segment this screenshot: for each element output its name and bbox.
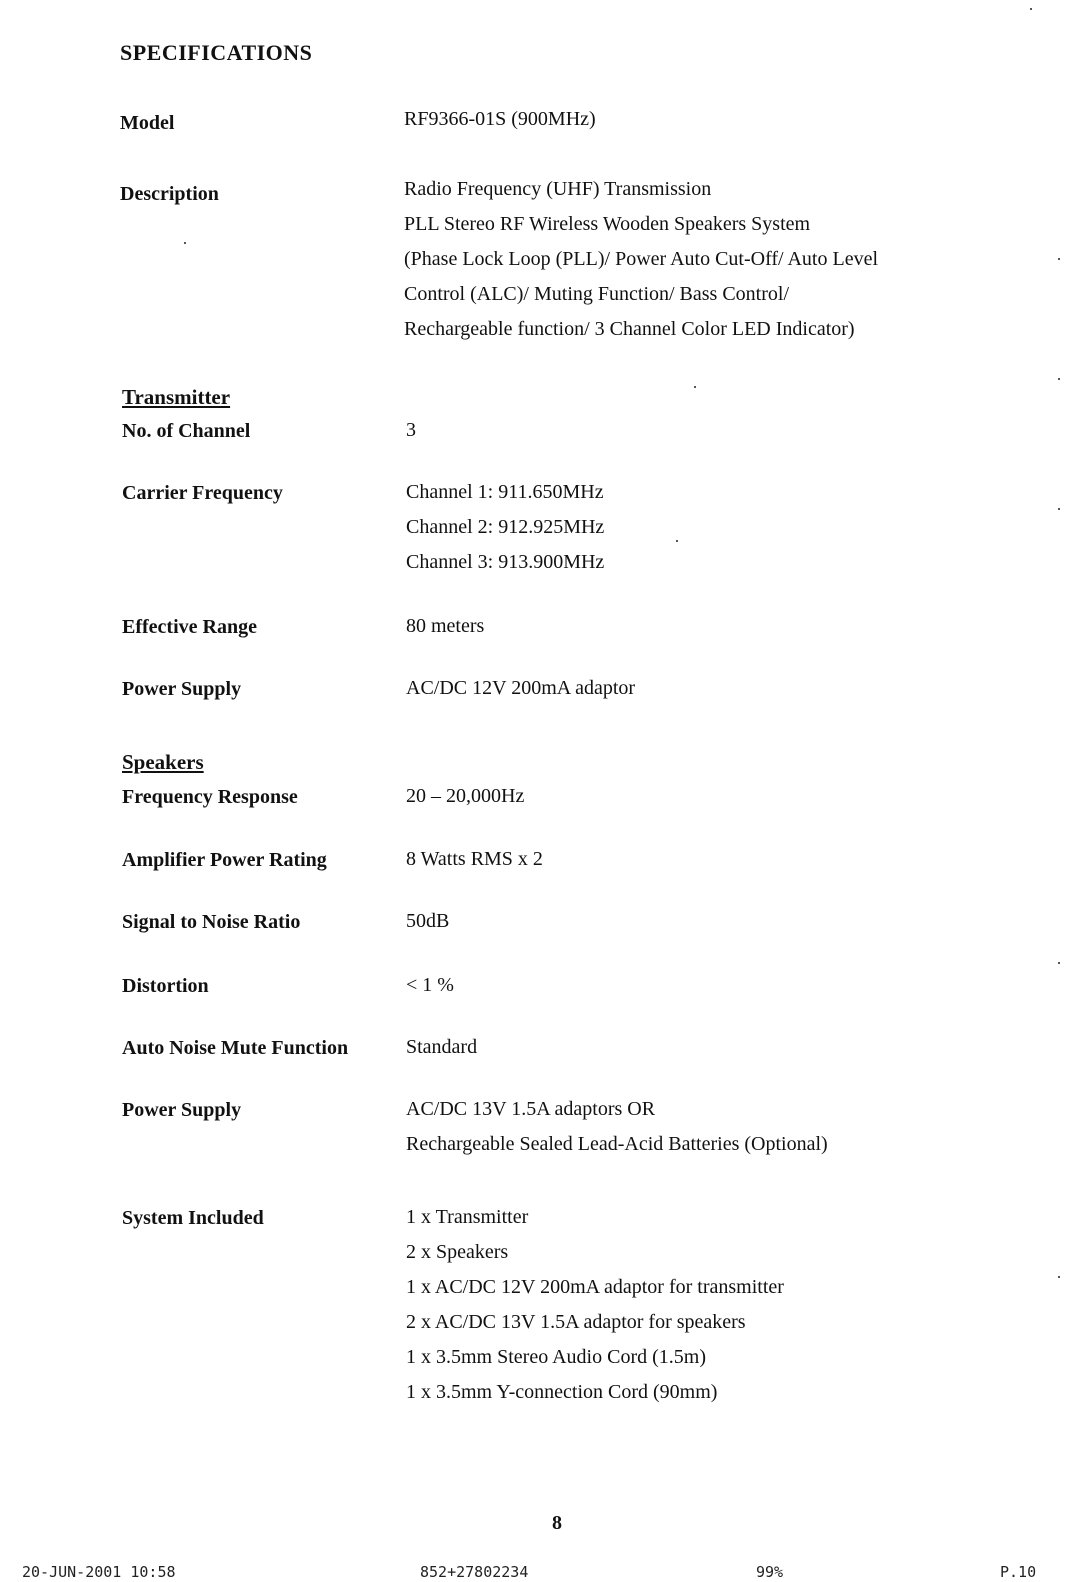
fax-date-time: 20-JUN-2001 10:58 (22, 1563, 176, 1581)
auto-mute-value: Standard (406, 1036, 478, 1058)
scan-speck (1058, 258, 1060, 260)
carrier-line: Channel 1: 911.650MHz (406, 481, 604, 503)
auto-mute-label: Auto Noise Mute Function (122, 1037, 349, 1059)
system-included-value (406, 1200, 784, 1410)
page-number: 8 (552, 1512, 562, 1534)
scan-speck (1058, 508, 1060, 510)
snr-label: Signal to Noise Ratio (122, 911, 301, 933)
snr-value: 50dB (406, 910, 450, 932)
carrier-frequency-label: Carrier Frequency (122, 482, 283, 504)
description-line: Rechargeable function/ 3 Channel Color LED Indicator) (404, 318, 855, 340)
transmitter-power-value: AC/DC 12V 200mA adaptor (406, 677, 636, 699)
speaker-power-line: AC/DC 13V 1.5A adaptors OR (406, 1098, 656, 1120)
channels-value: 3 (406, 419, 416, 441)
transmitter-heading: Transmitter (122, 385, 231, 409)
included-item: 2 x Speakers (406, 1241, 509, 1263)
distortion-value: < 1 % (406, 974, 454, 996)
amplifier-power-label: Amplifier Power Rating (122, 849, 327, 871)
description-label: Description (120, 183, 219, 205)
included-item: 1 x 3.5mm Y-connection Cord (90mm) (406, 1381, 718, 1403)
channels-label: No. of Channel (122, 420, 251, 442)
effective-range-label: Effective Range (122, 616, 257, 638)
model-value: RF9366-01S (900MHz) (404, 108, 596, 130)
description-line: PLL Stereo RF Wireless Wooden Speakers System (404, 213, 811, 235)
speaker-power-line: Rechargeable Sealed Lead-Acid Batteries (Optional) (406, 1133, 828, 1155)
description-value (404, 172, 878, 347)
included-item: 2 x AC/DC 13V 1.5A adaptor for speakers (406, 1311, 746, 1333)
speakers-heading: Speakers (122, 750, 204, 774)
scan-speck (1058, 1276, 1060, 1278)
included-item: 1 x 3.5mm Stereo Audio Cord (1.5m) (406, 1346, 706, 1368)
scan-speck (1058, 962, 1060, 964)
scan-speck (1030, 8, 1032, 10)
speaker-power-value (406, 1092, 828, 1162)
effective-range-value: 80 meters (406, 615, 485, 637)
speaker-power-label: Power Supply (122, 1099, 242, 1121)
fax-page: P.10 (1000, 1563, 1037, 1581)
fax-phone: 852+27802234 (420, 1563, 529, 1581)
carrier-frequency-value (406, 475, 604, 580)
description-line: (Phase Lock Loop (PLL)/ Power Auto Cut-Off/ Auto Level (404, 248, 879, 270)
model-label: Model (120, 112, 175, 134)
included-item: 1 x AC/DC 12V 200mA adaptor for transmitter (406, 1276, 784, 1298)
carrier-line: Channel 3: 913.900MHz (406, 551, 605, 573)
scan-speck (1058, 378, 1060, 380)
system-included-label: System Included (122, 1207, 264, 1229)
included-item: 1 x Transmitter (406, 1206, 529, 1228)
fax-percent: 99% (756, 1563, 784, 1581)
page-title: SPECIFICATIONS (120, 40, 313, 65)
carrier-line: Channel 2: 912.925MHz (406, 516, 605, 538)
amplifier-power-value: 8 Watts RMS x 2 (406, 848, 543, 870)
scan-speck (184, 242, 186, 244)
frequency-response-label: Frequency Response (122, 786, 298, 808)
distortion-label: Distortion (122, 975, 209, 997)
description-line: Radio Frequency (UHF) Transmission (404, 178, 712, 200)
transmitter-power-label: Power Supply (122, 678, 242, 700)
scan-speck (694, 386, 696, 388)
description-line: Control (ALC)/ Muting Function/ Bass Control/ (404, 283, 790, 305)
scan-speck (676, 540, 678, 542)
frequency-response-value: 20 – 20,000Hz (406, 785, 525, 807)
